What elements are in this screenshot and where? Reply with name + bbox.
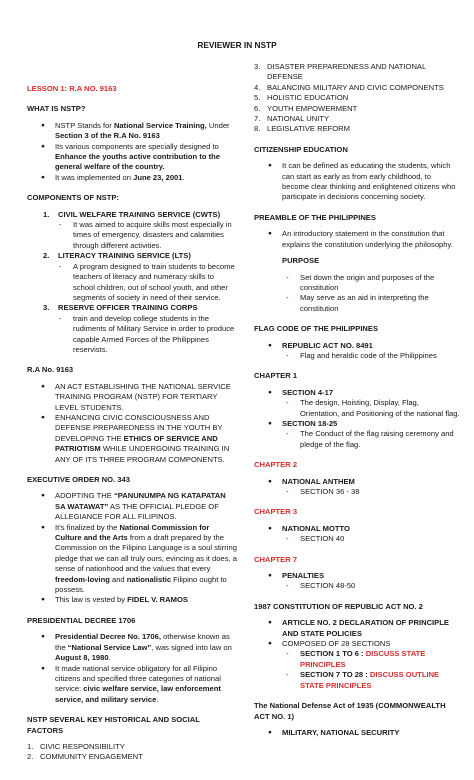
constitution-heading: 1987 CONSTITUTION OF REPUBLIC ACT NO. 2	[254, 601, 423, 611]
list-item: 7. NATIONAL UNITY	[254, 114, 330, 124]
components-heading: COMPONENTS OF NSTP:	[27, 193, 119, 203]
purpose-heading: PURPOSE	[282, 256, 320, 266]
preamble-heading: PREAMBLE OF THE PHILIPPINES	[254, 212, 376, 222]
bullet-icon: ●	[268, 728, 272, 736]
list-item: ● Its various components are specially designed to Enhance the youths active contribution to the general welfare of the country.	[41, 141, 220, 172]
bullet-icon: ●	[41, 523, 45, 531]
bullet-icon: ●	[41, 382, 45, 390]
list-item: ● It was implemented on June 23, 2001.	[41, 172, 185, 182]
chapter-3-heading: CHAPTER 3	[254, 507, 298, 517]
what-is-heading: WHAT IS NSTP?	[27, 104, 86, 114]
bullet-icon: ●	[41, 492, 45, 500]
citizenship-heading: CITIZENSHIP EDUCATION	[254, 144, 348, 154]
list-item: ● SECTION 4-17	[268, 387, 334, 397]
bullet-icon: ●	[268, 524, 272, 532]
list-item: 4. BALANCING MILITARY AND CIVIC COMPONENTS	[254, 82, 444, 92]
list-item: ● REPUBLIC ACT NO. 8491	[268, 340, 373, 350]
bullet-icon: ●	[41, 633, 45, 641]
eo-heading: EXECUTIVE ORDER NO. 343	[27, 475, 130, 484]
list-item: 3. RESERVE OFFICER TRAINING CORPS	[43, 303, 198, 313]
list-item: - The Conduct of the flag raising ceremony and pledge of the flag.	[286, 429, 454, 449]
ra-heading: R.A No. 9163	[27, 365, 74, 375]
bullet-icon: ●	[41, 596, 45, 604]
bullet-icon: ●	[268, 419, 272, 427]
pd-heading: PRESIDENTIAL DECREE 1706	[27, 615, 136, 625]
flag-code-heading: FLAG CODE OF THE PHILIPPINES	[254, 324, 379, 334]
list-item: - It was aimed to acquire skills most especially in times of emergency, disasters and calamities through different activities.	[59, 220, 232, 250]
list-item: 5. HOLISTIC EDUCATION	[254, 93, 349, 103]
bullet-icon: ●	[268, 572, 272, 580]
bullet-icon: ●	[41, 121, 45, 129]
list-item: 6. YOUTH EMPOWERMENT	[254, 103, 358, 113]
page-title: REVIEWER IN NSTP	[197, 40, 277, 50]
list-item: ● SECTION 18-25	[268, 418, 338, 428]
lesson-heading: LESSON 1: R.A NO. 9163	[27, 84, 117, 93]
bullet-icon: ●	[41, 413, 45, 421]
list-item: ● This law is vested by FIDEL V. RAMOS	[41, 595, 188, 605]
defense-act-heading: The National Defense Act of 1935 (COMMONWEALTH ACT NO. 1)	[254, 701, 446, 721]
list-item: - SECTION 40	[286, 534, 345, 544]
list-item: - train and develop college students in the rudiments of Military Service in order to produce capable Armed Forces of the Philippines reservists.	[59, 313, 235, 354]
bullet-icon: ●	[41, 142, 45, 150]
bullet-icon: ●	[268, 640, 272, 648]
left-column	[27, 84, 237, 763]
list-item: - May serve as an aid in interpreting the constitution	[286, 293, 429, 313]
list-item: 2. COMMUNITY ENGAGEMENT	[27, 752, 143, 762]
list-item: - Set down the origin and purposes of the constitution	[286, 272, 435, 292]
bullet-icon: ●	[41, 664, 45, 672]
chapter-7-heading: CHAPTER 7	[254, 554, 298, 564]
list-item: - Flag and heraldic code of the Philippines	[286, 350, 437, 360]
list-item: ● COMPOSED OF 28 SECTIONS	[268, 639, 391, 649]
list-item: ● An introductory statement in the constitution that explains the constitution underlying the philosophy.	[268, 229, 453, 249]
list-item: ● It made national service obligatory for all Filipino citizens and specified three categories of national service: civic welfare service, law enforcement service, and military service.	[41, 663, 221, 704]
chapter-1-heading: CHAPTER 1	[254, 371, 298, 381]
list-item: - SECTION 1 TO 6 : DISCUSS STATE PRINCIPLES	[286, 649, 426, 669]
chapter-2-heading: CHAPTER 2	[254, 460, 298, 470]
bullet-icon: ●	[268, 341, 272, 349]
list-item: ● Presidential Decree No. 1706, otherwise known as the “National Service Law”, was signed into law on August 8, 1980.	[41, 632, 232, 663]
list-item: - The design, Hoisting, Display, Flag, Orientation, and Positioning of the national flag.	[286, 398, 460, 418]
list-item: ● NATIONAL ANTHEM	[268, 476, 355, 486]
list-item: ● ENHANCING CIVIC CONSCIOUSNESS AND DEFENSE PREPAREDNESS IN THE YOUTH BY DEVELOPING THE ETHICS OF SERVICE AND PATRIOTISM WHILE UNDERGOING TRAINING IN ANY OF ITS THREE PROGRAM COMPONENTS.	[41, 412, 230, 464]
list-item: ● PENALTIES	[268, 571, 325, 581]
list-item: - SECTION 48-50	[286, 581, 356, 591]
right-column	[254, 62, 460, 738]
list-item: - SECTION 36 - 38	[286, 487, 360, 496]
list-item: ● AN ACT ESTABLISHING THE NATIONAL SERVICE TRAINING PROGRAM (NSTP) FOR TERTIARY LEVEL STUDENTS.	[41, 381, 231, 412]
list-item: 1. CIVIC RESPONSIBILITY	[27, 741, 125, 751]
list-item: 2. LITERACY TRAINING SERVICE (LTS)	[43, 251, 191, 261]
bullet-icon: ●	[268, 477, 272, 485]
bullet-icon: ●	[268, 388, 272, 396]
bullet-icon: ●	[268, 162, 272, 170]
list-item: ● It can be defined as educating the students, which can start as early as from early childhood, to become clear thinking and enlightened citizens who participate in decisions concerning society.	[268, 161, 456, 202]
list-item: - SECTION 7 TO 28 : DISCUSS OUTLINE STATE PRINCIPLES	[286, 670, 440, 690]
list-item: 1. CIVIL WELFARE TRAINING SERVICE (CWTS)	[43, 209, 221, 219]
factors-heading: NSTP SEVERAL KEY HISTORICAL AND SOCIAL FACTORS	[27, 715, 200, 735]
bullet-icon: ●	[268, 619, 272, 627]
list-item: ● NSTP Stands for National Service Training, Under Section 3 of the R.A No. 9163	[41, 120, 230, 141]
list-item: ● ADOPTING THE “PANUNUMPA NG KATAPATAN SA WATAWAT” AS THE OFFICIAL PLEDGE OF ALLEGIANCE FOR ALL FILIPINOS.	[41, 491, 226, 522]
bullet-icon: ●	[41, 173, 45, 181]
list-item: ● NATIONAL MOTTO	[268, 523, 350, 533]
list-item: ● MILITARY, NATIONAL SECURITY	[268, 727, 400, 737]
list-item: 3. DISASTER PREPAREDNESS AND NATIONAL DEFENSE	[254, 62, 426, 82]
list-item: 8. LEGISLATIVE REFORM	[254, 124, 350, 134]
bullet-icon: ●	[268, 230, 272, 238]
list-item: ● ARTICLE NO. 2 DECLARATION OF PRINCIPLE AND STATE POLICIES	[268, 618, 449, 638]
list-item: ● It’s finalized by the National Commission for Culture and the Arts from a draft prepared by the Commission on the Filipino Language is a soul stirring pledge that we can all truly ours, evincing as it does, a sense of nationhood and the values that every freedom-loving and nationalistic Filipino ought to possess.	[41, 522, 237, 595]
list-item: - A program designed to train students to become teachers of literacy and numeracy skills to school children, out of school youth, and other segments of society in need of their service.	[59, 261, 235, 302]
